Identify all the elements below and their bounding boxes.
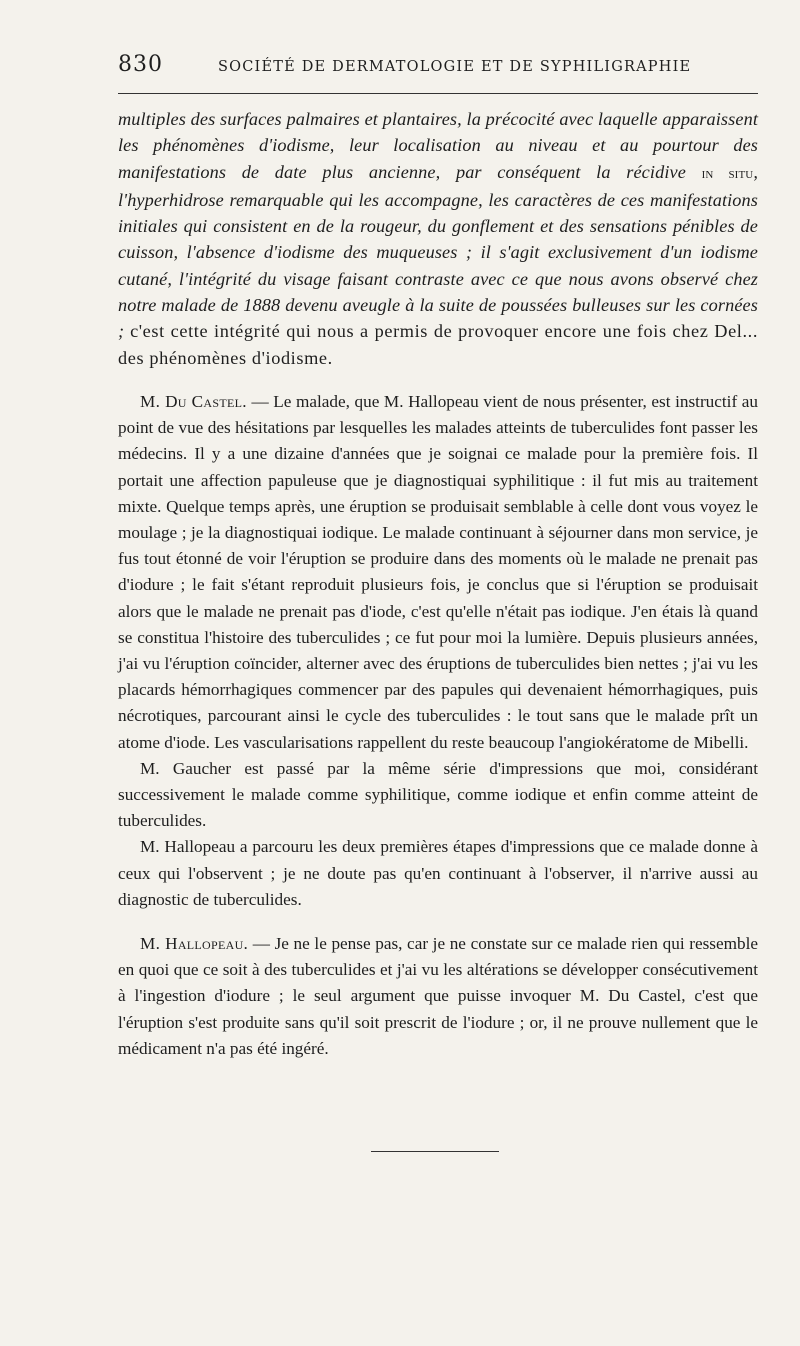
paragraph-text: — Le malade, que M. Hallopeau vient de nous présenter, est instructif au point de vue des hésitations par lesquelles les malades atteints de tuberculides font passer les médecins. Il y a une dizaine d'années que je soignai ce malade pour la première fois. Il portait une affection papuleuse que je diagnostiquai syphilitique : il fut mis au traitement mixte. Quelque temps après, une éruption se produisait semblable à celle dont vous voyez le moulage ; je la diagnostiquai iodique. Le malade continuant à séjourner dans mon service, je fus tout étonné de voir l'éruption se produire dans des moments où le malade ne prenait pas d'iodure ; le fait s'étant reproduit plusieurs fois, je conclus que si l'éruption se produisait alors que le malade ne prenait pas d'iode, c'est qu'elle n'était pas iodique. J'en étais là quand se constitua l'histoire des tuberculides ; ce fut pour moi la lumière. Depuis plusieurs années, j'ai vu l'éruption coïncider, alterner avec des éruptions de tuberculides bien nettes ; j'ai vu les placards hémorrhagiques commencer par des papules qui devenaient hémorrhagiques, puis nécrotiques, parcourant ainsi le cycle des tuberculides : le tout sans que le malade prît un atome d'iode. Les vascularisations rappellent du reste beaucoup l'angiokératome de Mibelli. <box>118 391 758 752</box>
speaker-name: M. Hallopeau. <box>140 934 249 954</box>
running-title: SOCIÉTÉ DE DERMATOLOGIE ET DE SYPHILIGRAPHIE <box>218 59 692 75</box>
body-text <box>118 106 758 1062</box>
paragraph-text: M. Hallopeau a parcouru les deux premières étapes d'impressions que ce malade donne à ceux qui l'observent ; je ne doute pas qu'en continuant à l'observer, il n'arrive aussi au diagnostic de tuberculides. <box>118 837 758 909</box>
intro-italic-2: , l'hyperhidrose remarquable qui les accompagne, les caractères de ces manifestations initiales qui consistent en de la rougeur, du gonflement et des sensations pénibles de cuisson, l'absence d'iodisme des muqueuses ; il s'agit exclusivement d'un iodisme cutané, l'intégrité du visage faisant contraste avec ce que nous avons observé chez notre malade de 1888 devenu aveugle à la suite de poussées bulleuses sur les cornées ; <box>118 161 758 342</box>
header-rule <box>118 93 758 94</box>
paragraph-hallopeau-stages <box>118 834 758 913</box>
paragraph-gaucher <box>118 756 758 835</box>
paragraph-text: M. Gaucher est passé par la même série d'impressions que moi, considérant successivement le malade comme syphilitique, comme iodique et enfin comme atteint de tuberculides. <box>118 758 758 831</box>
page-header <box>118 52 758 88</box>
page-number: 830 <box>118 52 163 77</box>
intro-italic: multiples des surfaces palmaires et plantaires, la précocité avec laquelle apparaissent les phénomènes d'iodisme, leur localisation au niveau et au pourtour des manifestations de date plus ancienne, par conséquent la récidive <box>118 109 758 182</box>
paragraph-text: — Je ne le pense pas, car je ne constate sur ce malade rien qui ressemble en quoi que ce soit à des tuberculides et j'ai vu les altérations se développer consécutivement à l'ingestion d'iodure ; le seul argument que puisse invoquer M. Du Castel, c'est que l'éruption s'est produite sans qu'il soit prescrit de l'iodure ; or, il ne prouve nullement que le médicament n'a pas été ingéré. <box>118 934 758 1058</box>
intro-paragraph <box>118 106 758 371</box>
closing-rule <box>371 1151 499 1152</box>
speaker-name: M. Du Castel. <box>140 391 247 411</box>
intro-roman: c'est cette intégrité qui nous a permis de provoquer encore une fois chez Del... des phénomènes d'iodisme. <box>118 321 758 368</box>
in-situ-term: in situ <box>701 164 754 182</box>
paragraph-hallopeau-reply <box>118 931 758 1062</box>
paragraph-du-castel <box>118 389 758 756</box>
